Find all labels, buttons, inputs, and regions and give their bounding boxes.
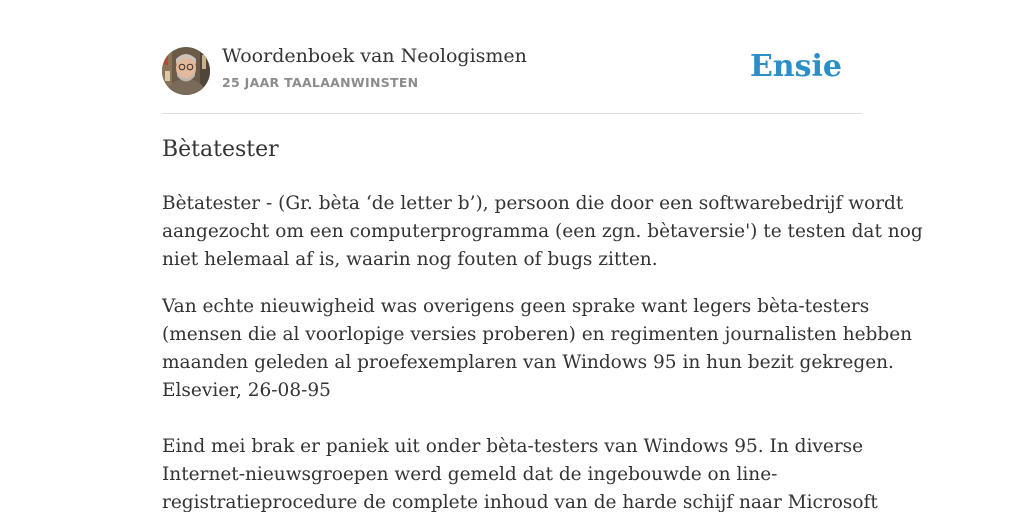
quote-source: Elsevier, 26-08-95 — [162, 380, 331, 401]
author-photo-icon — [162, 47, 210, 95]
source-title[interactable]: Woordenboek van Neologismen — [222, 45, 527, 67]
quote-paragraph — [162, 433, 878, 512]
paragraph-line: registratieprocedure de complete inhoud van de harde schijf naar Microsoft — [162, 492, 878, 512]
ensie-logo-link[interactable]: Ensie — [749, 49, 842, 84]
entry-title: Bètatester — [162, 137, 279, 162]
quote-paragraph — [162, 293, 913, 405]
paragraph-line: maanden geleden al proefexemplaren van Windows 95 in hun bezit gekregen. — [162, 352, 894, 373]
paragraph-line: Bètatester - (Gr. bèta ‘de letter b’), persoon die door een softwarebedrijf wordt — [162, 193, 904, 214]
paragraph-line: Internet-nieuwsgroepen werd gemeld dat de ingebouwde on line- — [162, 464, 778, 485]
paragraph-line: (mensen die al voorlopige versies proberen) en regimenten journalisten hebben — [162, 324, 913, 345]
author-avatar[interactable] — [162, 47, 210, 95]
paragraph-line: Van echte nieuwigheid was overigens geen sprake want legers bèta-testers — [162, 296, 870, 317]
source-subtitle: 25 JAAR TAALAANWINSTEN — [222, 75, 419, 90]
definition-paragraph — [162, 190, 923, 274]
paragraph-line: Eind mei brak er paniek uit onder bèta-testers van Windows 95. In diverse — [162, 436, 864, 457]
paragraph-line: niet helemaal af is, waarin nog fouten of bugs zitten. — [162, 249, 658, 270]
source-header — [162, 0, 862, 114]
paragraph-line: aangezocht om een computerprogramma (een zgn. bètaversie') te testen dat nog — [162, 221, 923, 242]
article-container — [162, 0, 923, 512]
